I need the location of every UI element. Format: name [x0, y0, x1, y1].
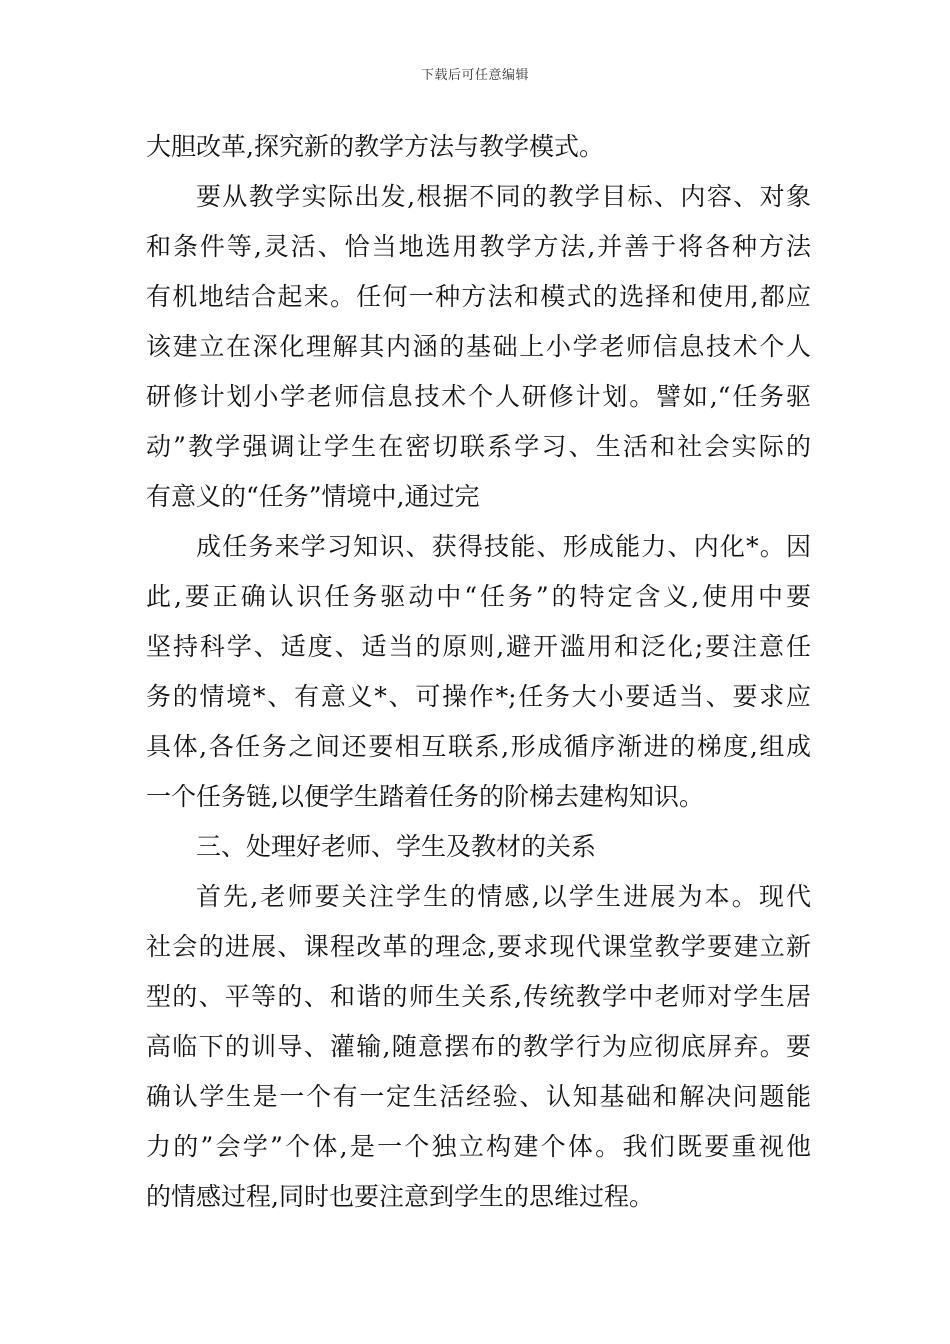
text-line: 确认学生是一个有一定生活经验、认知基础和解决问题能	[146, 1082, 811, 1111]
text-line: 具体,各任务之间还要相互联系,形成循序渐进的梯度,组成	[146, 732, 811, 761]
text-line: 的情感过程,同时也要注意到学生的思维过程。	[146, 1182, 654, 1211]
text-line: 有机地结合起来。任何一种方法和模式的选择和使用,都应	[146, 282, 811, 311]
text-line: 此,要正确认识任务驱动中“任务”的特定含义,使用中要	[146, 582, 811, 611]
text-line: 动”教学强调让学生在密切联系学习、生活和社会实际的	[146, 432, 811, 461]
text-line: 有意义的“任务”情境中,通过完	[146, 482, 480, 511]
text-line: 坚持科学、适度、适当的原则,避开滥用和泛化;要注意任	[146, 632, 811, 661]
text-line: 成任务来学习知识、获得技能、形成能力、内化*。因	[196, 532, 811, 561]
text-line: 研修计划小学老师信息技术个人研修计划。譬如,“任务驱	[146, 382, 811, 411]
text-line: 要从教学实际出发,根据不同的教学目标、内容、对象	[196, 182, 811, 211]
text-line: 首先,老师要关注学生的情感,以学生进展为本。现代	[196, 882, 811, 911]
document-body	[146, 122, 811, 1222]
section-heading: 三、处理好老师、学生及教材的关系	[196, 832, 597, 861]
page-header-note: 下载后可任意编辑	[420, 68, 529, 83]
text-line: 高临下的训导、灌输,随意摆布的教学行为应彻底屏弃。要	[146, 1032, 811, 1061]
text-line: 力的”会学”个体,是一个独立构建个体。我们既要重视他	[146, 1132, 811, 1161]
text-line: 一个任务链,以便学生踏着任务的阶梯去建构知识。	[146, 782, 704, 811]
text-line: 型的、平等的、和谐的师生关系,传统教学中老师对学生居	[146, 982, 811, 1011]
text-line: 该建立在深化理解其内涵的基础上小学老师信息技术个人	[146, 332, 811, 361]
text-line: 大胆改革,探究新的教学方法与教学模式。	[146, 132, 604, 161]
text-line: 社会的进展、课程改革的理念,要求现代课堂教学要建立新	[146, 932, 811, 961]
text-line: 务的情境*、有意义*、可操作*;任务大小要适当、要求应	[146, 682, 811, 711]
text-line: 和条件等,灵活、恰当地选用教学方法,并善于将各种方法	[146, 232, 811, 261]
